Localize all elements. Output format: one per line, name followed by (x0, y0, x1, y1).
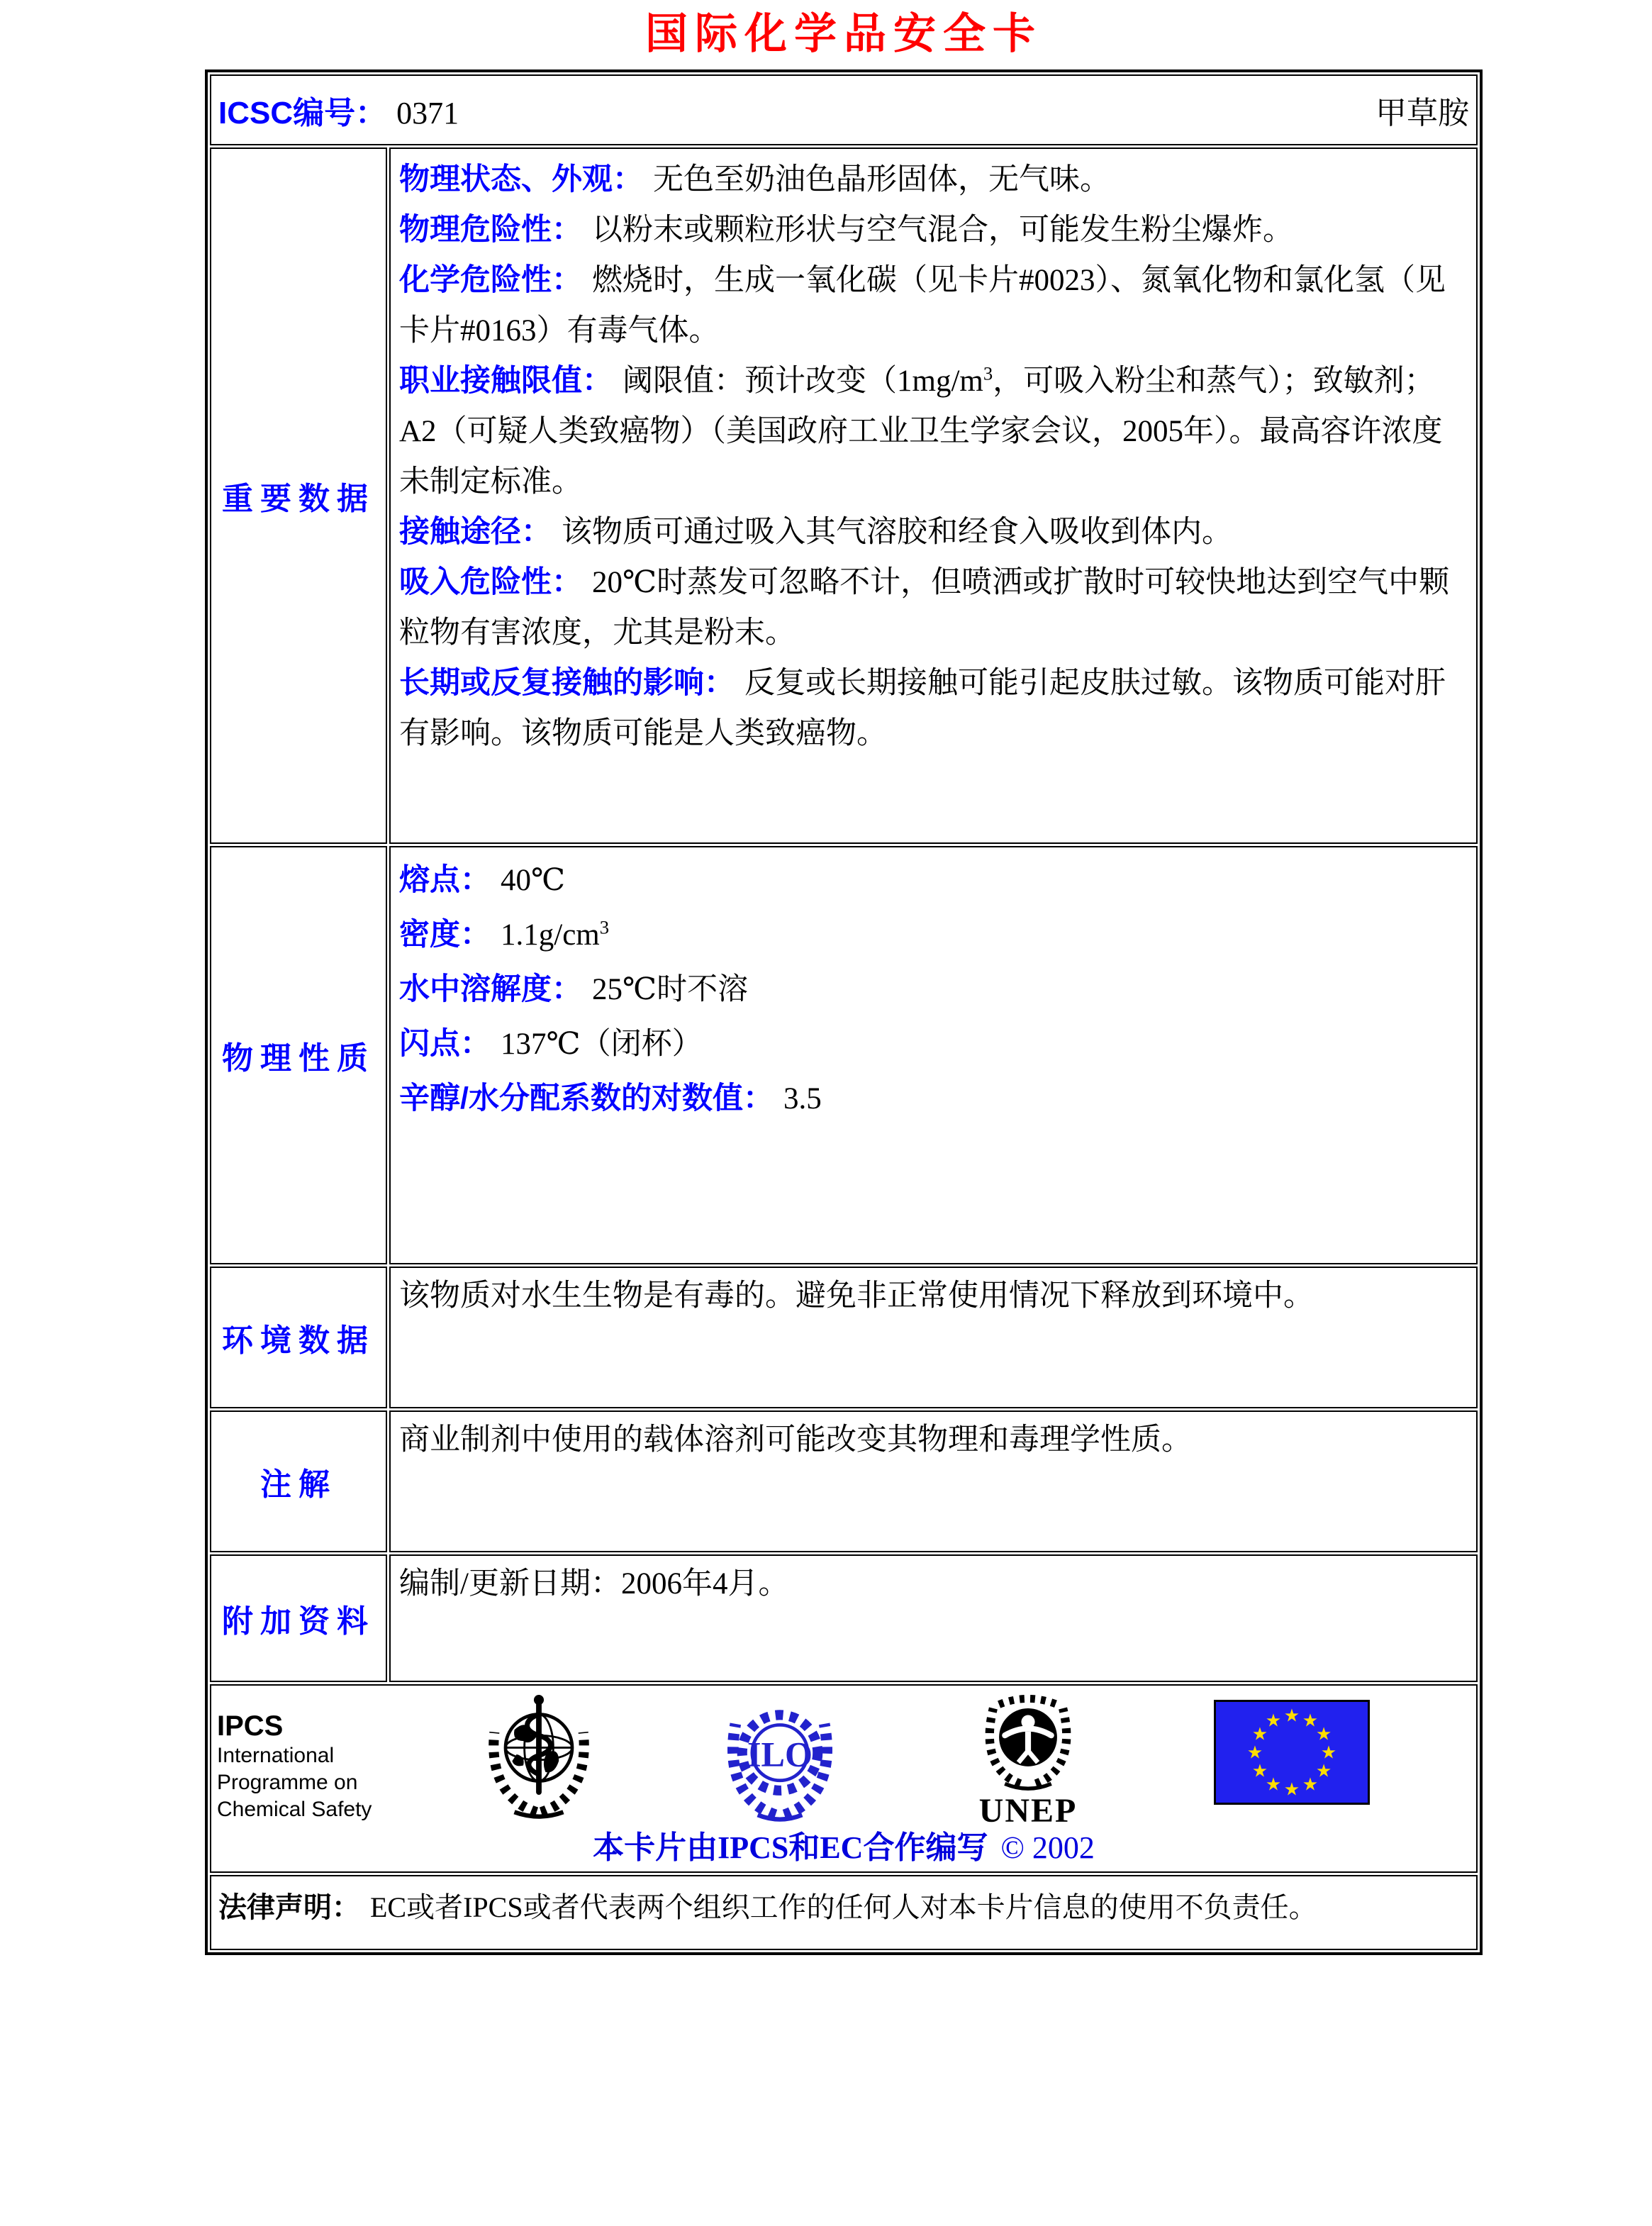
ipcs-subtitle-line: Programme on (217, 1771, 358, 1794)
property-value: 1.1g/cm (501, 918, 600, 952)
credit-line (211, 1822, 1476, 1867)
property-line (399, 1072, 1468, 1126)
property-line (399, 1562, 1468, 1607)
section-label-additional-information (210, 1554, 387, 1682)
property-value: 燃烧时，生成一氧化碳（见卡片#0023）、氮氧化物和氯化氢（见卡片#0163）有毒气体。 (399, 264, 1446, 347)
property-value: 编制/更新日期：2006年4月。 (399, 1567, 789, 1601)
property-label: 辛醇/水分配系数的对数值： (399, 1081, 774, 1115)
property-value: 137℃（闭杯） (501, 1028, 703, 1061)
eu-flag-icon (1214, 1700, 1370, 1805)
property-label: 闪点： (399, 1027, 491, 1061)
property-line (399, 356, 1468, 507)
icsc-header-bar (211, 76, 1476, 144)
eu-star-icon: ★ (1246, 1742, 1263, 1763)
section-content-physical-properties (389, 846, 1478, 1264)
icsc-number-group (218, 87, 459, 133)
organizations-footer-cell (210, 1684, 1478, 1873)
ipcs-text-block (217, 1710, 372, 1823)
section-content-important-data (389, 148, 1478, 844)
property-value: 商业制剂中使用的载体溶剂可能改变其物理和毒理学性质。 (399, 1423, 1192, 1457)
property-line (399, 658, 1468, 759)
page-title: 国际化学品安全卡 (645, 11, 1042, 57)
property-value: 反复或长期接触可能引起皮肤过敏。该物质可能对肝有影响。该物质可能是人类致癌物。 (399, 667, 1446, 750)
unep-wordmark: UNEP (978, 1792, 1078, 1830)
property-value: 以粉末或颗粒形状与空气混合，可能发生粉尘爆炸。 (592, 213, 1293, 247)
ipcs-title: IPCS (217, 1710, 284, 1742)
section-label-text: 附加资料 (222, 1604, 375, 1639)
property-label: 长期或反复接触的影响： (399, 666, 735, 700)
section-label-text: 注解 (260, 1467, 337, 1502)
section-content-environmental-data (389, 1267, 1478, 1408)
property-label: 物理状态、外观： (399, 162, 643, 196)
property-value: 该物质可通过吸入其气溶胶和经食入吸收到体内。 (562, 516, 1232, 549)
property-value: ，可吸入粉尘和蒸气）；致敏剂；A2（可疑人类致癌物）（美国政府工业卫生学家会议，2005年）。最高容许浓度未制定标准。 (399, 364, 1443, 499)
eu-star-icon: ★ (1283, 1705, 1300, 1726)
physical-properties-text-block (391, 847, 1476, 1132)
section-label-text: 重要数据 (222, 482, 375, 516)
legal-statement-cell (210, 1875, 1478, 1950)
property-line (399, 1017, 1468, 1072)
section-label-text: 物理性质 (222, 1041, 375, 1076)
property-value: 25℃时不溶 (592, 973, 749, 1006)
property-line (399, 1274, 1468, 1319)
icsc-header-cell (210, 74, 1478, 145)
property-value: 20℃时蒸发可忽略不计，但喷洒或扩散时可较快地达到空气中颗粒物有害浓度，尤其是粉末。 (399, 566, 1450, 650)
unep-logo-icon (968, 1687, 1088, 1793)
eu-star-icon: ★ (1265, 1774, 1282, 1795)
additional-information-text-block (391, 1556, 1476, 1613)
safety-card-table (205, 69, 1483, 1955)
property-label: 接触途径： (399, 515, 552, 549)
section-label-text: 环境数据 (222, 1323, 375, 1358)
property-value: 40℃ (501, 864, 566, 897)
eu-star-icon: ★ (1320, 1742, 1337, 1763)
property-value: 3.5 (783, 1082, 822, 1115)
copyright-text: © 2002 (1000, 1830, 1095, 1865)
icsc-number-value: 0371 (396, 96, 459, 130)
environmental-data-text-block (391, 1268, 1476, 1325)
property-line (399, 853, 1468, 908)
eu-star-icon: ★ (1283, 1779, 1300, 1800)
ipcs-subtitle-line: Chemical Safety (217, 1798, 372, 1821)
who-logo-icon (472, 1690, 605, 1823)
organizations-footer (211, 1686, 1476, 1871)
eu-star-icon: ★ (1251, 1723, 1268, 1744)
property-label: 吸入危险性： (399, 565, 582, 599)
ipcs-subtitle-line: International (217, 1744, 335, 1767)
section-content-additional-information (389, 1554, 1478, 1682)
notes-text-block (391, 1412, 1476, 1469)
eu-star-icon: ★ (1315, 1723, 1332, 1744)
ilo-monogram: ILO (747, 1734, 813, 1774)
property-line (399, 962, 1468, 1017)
ilo-logo-icon (713, 1690, 847, 1829)
property-label: 职业接触限值： (399, 364, 613, 398)
icsc-number-label: ICSC编号： (218, 96, 387, 130)
property-line (399, 557, 1468, 658)
section-label-environmental-data (210, 1267, 387, 1408)
legal-statement-label: 法律声明： (218, 1892, 360, 1923)
eu-star-icon: ★ (1265, 1710, 1282, 1731)
property-value: 该物质对水生生物是有毒的。避免非正常使用情况下释放到环境中。 (399, 1279, 1314, 1313)
section-content-notes (389, 1410, 1478, 1552)
eu-star-icon: ★ (1302, 1774, 1319, 1795)
property-label: 熔点： (399, 863, 491, 897)
property-label: 物理危险性： (399, 213, 582, 247)
eu-star-icon: ★ (1315, 1760, 1332, 1781)
important-data-text-block (391, 149, 1476, 764)
property-line (399, 507, 1468, 557)
chemical-name: 甲草胺 (1375, 96, 1469, 130)
legal-statement-text: EC或者IPCS或者代表两个组织工作的任何人对本卡片信息的使用不负责任。 (370, 1891, 1317, 1923)
property-label: 化学危险性： (399, 263, 582, 297)
property-value: 阈限值：预计改变（1mg/m (623, 364, 983, 398)
property-line (399, 155, 1468, 205)
property-label: 密度： (399, 918, 491, 952)
property-line (399, 255, 1468, 356)
section-label-physical-properties (210, 846, 387, 1264)
legal-statement (211, 1876, 1476, 1939)
property-line (399, 908, 1468, 962)
eu-star-icon: ★ (1302, 1710, 1319, 1731)
property-line (399, 1418, 1468, 1463)
eu-star-icon: ★ (1251, 1760, 1268, 1781)
property-value: 无色至奶油色晶形固体，无气味。 (653, 163, 1110, 196)
credit-text: 本卡片由IPCS和EC合作编写 (593, 1830, 988, 1865)
superscript-value: 3 (983, 362, 993, 384)
superscript-value: 3 (599, 916, 610, 938)
unep-logo (964, 1687, 1092, 1829)
property-label: 水中溶解度： (399, 972, 582, 1006)
section-label-notes (210, 1410, 387, 1552)
section-label-important-data (210, 148, 387, 844)
property-line (399, 205, 1468, 255)
